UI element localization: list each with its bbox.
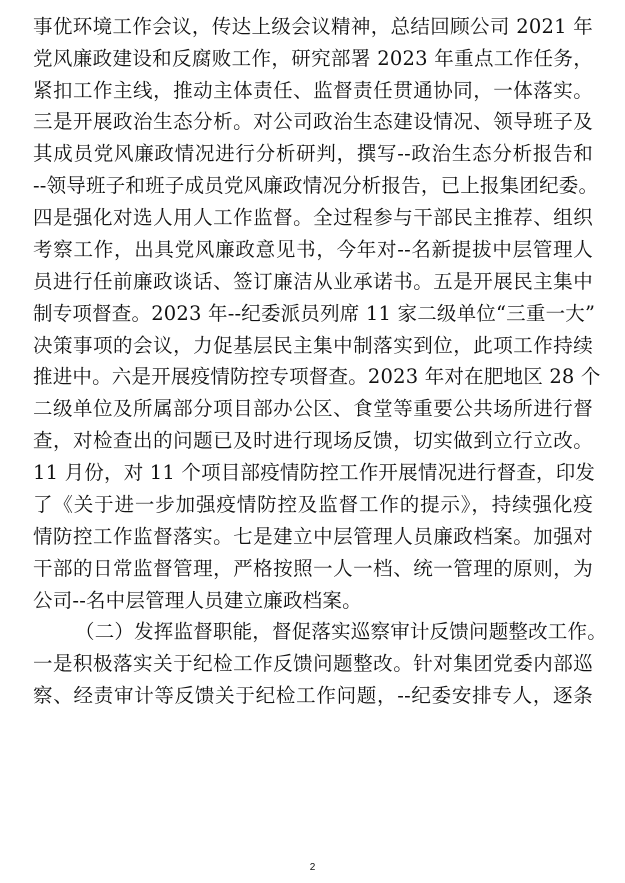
text-line: 员进行任前廉政谈话、签订廉洁从业承诺书。五是开展民主集中 [33,270,593,293]
paragraph-last-line: 公司--名中层管理人员建立廉政档案。 [33,589,362,612]
text-line: 党风廉政建设和反腐败工作，研究部署 2023 年重点工作任务， [33,47,593,70]
text-line: 其成员党风廉政情况进行分析研判，撰写--政治生态分析报告和 [33,142,593,165]
text-line: 决策事项的会议，力促基层民主集中制落实到位，此项工作持续 [33,334,593,357]
text-line: 四是强化对选人用人工作监督。全过程参与干部民主推荐、组织 [33,206,593,229]
text-line: 制专项督查。2023 年--纪委派员列席 11 家二级单位“三重一大” [33,302,596,325]
text-line: 察、经责审计等反馈关于纪检工作问题，--纪委安排专人，逐条 [33,684,593,707]
text-line: 查，对检查出的问题已及时进行现场反馈，切实做到立行立改。 [33,429,593,452]
text-line: 推进中。六是开展疫情防控专项督查。2023 年对在肥地区 28 个 [33,365,601,388]
text-line: 二级单位及所属部分项目部办公区、食堂等重要公共场所进行督 [33,397,593,420]
text-line: 一是积极落实关于纪检工作反馈问题整改。针对集团党委内部巡 [33,652,593,675]
section-heading: （二）发挥监督职能，督促落实巡察审计反馈问题整改工作。 [75,620,607,643]
text-line: 三是开展政治生态分析。对公司政治生态建设情况、领导班子及 [33,110,593,133]
text-line: 考察工作，出具党风廉政意见书，今年对--名新提拔中层管理人 [33,238,593,261]
text-line: 了《关于进一步加强疫情防控及监督工作的提示》，持续强化疫 [33,493,593,516]
text-line: 11 月份，对 11 个项目部疫情防控工作开展情况进行督查，印发 [33,461,596,484]
text-line: 干部的日常监督管理，严格按照一人一档、统一管理的原则，为 [33,557,593,580]
text-line: --领导班子和班子成员党风廉政情况分析报告，已上报集团纪委。 [33,174,599,197]
text-line: 紧扣工作主线，推动主体责任、监督责任贯通协同，一体落实。 [33,79,593,102]
page-number: 2 [309,862,316,873]
text-line: 情防控工作监督落实。七是建立中层管理人员廉政档案。加强对 [33,525,593,548]
text-line: 事优环境工作会议，传达上级会议精神，总结回顾公司 2021 年 [33,15,593,38]
